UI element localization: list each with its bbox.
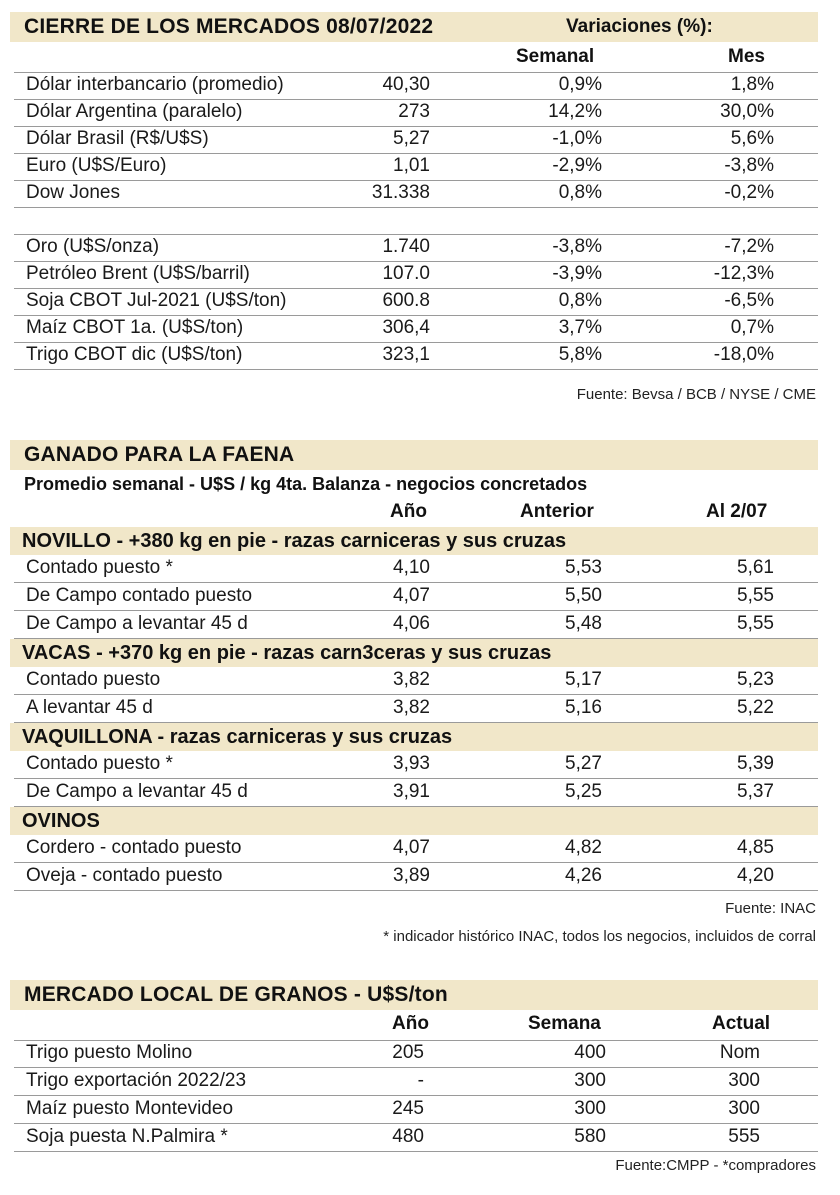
- row-value-current: 5,55: [737, 613, 774, 634]
- row-value-value: 1,01: [393, 155, 430, 176]
- row-label: Contado puesto *: [26, 753, 173, 774]
- table-row: [14, 611, 818, 639]
- table-row: [14, 72, 818, 100]
- row-value-weekly: 0,8%: [558, 290, 602, 311]
- cattle-group-header: [10, 807, 818, 835]
- row-value-current: 5,61: [737, 557, 774, 578]
- grains-title: MERCADO LOCAL DE GRANOS - U$S/ton: [24, 983, 448, 1006]
- row-value-year: 4,07: [393, 837, 430, 858]
- table-row: [14, 315, 818, 343]
- col-weekly-header: Semanal: [516, 46, 595, 67]
- row-value-value: 5,27: [393, 128, 430, 149]
- cattle-col-current: Al 2/07: [706, 501, 768, 522]
- row-value-week: 400: [574, 1042, 606, 1063]
- row-label: Trigo CBOT dic (U$S/ton): [26, 344, 243, 365]
- table-row: [14, 583, 818, 611]
- row-value-year: 3,91: [393, 781, 430, 802]
- cattle-group-name: VAQUILLONA - razas carniceras y sus cruzas: [22, 726, 453, 748]
- row-value-value: 107.0: [382, 263, 430, 284]
- grains-source: Fuente:CMPP - *compradores: [615, 1157, 816, 1174]
- cattle-subtitle: Promedio semanal - U$S / kg 4ta. Balanza - negocios concretados: [24, 474, 588, 494]
- row-label: Dow Jones: [26, 182, 120, 203]
- variations-label: Variaciones (%):: [566, 16, 713, 37]
- row-value-weekly: 3,7%: [558, 317, 602, 338]
- row-value-month: -18,0%: [713, 344, 774, 365]
- row-value-current: 300: [728, 1098, 760, 1119]
- row-value-week: 300: [574, 1098, 606, 1119]
- row-value-month: 30,0%: [720, 101, 774, 122]
- table-row: [14, 234, 818, 262]
- table-row: [14, 126, 818, 154]
- row-value-weekly: 5,8%: [558, 344, 602, 365]
- table-row: [14, 835, 818, 863]
- row-value-month: -0,2%: [724, 182, 774, 203]
- cattle-source: Fuente: INAC: [725, 900, 816, 917]
- row-label: Soja puesta N.Palmira *: [26, 1126, 228, 1147]
- row-value-current: 5,39: [737, 753, 774, 774]
- row-value-value: 273: [398, 101, 430, 122]
- row-label: Oveja - contado puesto: [26, 865, 223, 886]
- row-label: Maíz CBOT 1a. (U$S/ton): [26, 317, 244, 338]
- row-value-weekly: 14,2%: [548, 101, 602, 122]
- table-row: [14, 695, 818, 723]
- row-value-month: 5,6%: [730, 128, 774, 149]
- row-value-weekly: -3,9%: [552, 263, 602, 284]
- cattle-col-prev: Anterior: [520, 501, 594, 522]
- table-row: [14, 180, 818, 208]
- row-label: Petróleo Brent (U$S/barril): [26, 263, 250, 284]
- row-value-prev: 5,16: [565, 697, 602, 718]
- row-value-prev: 5,50: [565, 585, 602, 606]
- cattle-group-header: [10, 723, 818, 751]
- row-label: Maíz puesto Montevideo: [26, 1098, 234, 1119]
- row-value-year: 3,82: [393, 697, 430, 718]
- row-value-current: 300: [728, 1070, 760, 1091]
- row-label: Trigo puesto Molino: [26, 1042, 193, 1063]
- table-row: [14, 667, 818, 695]
- table-row: [14, 153, 818, 181]
- table-row: [14, 342, 818, 370]
- row-value-year: 4,06: [393, 613, 430, 634]
- row-value-year: 3,89: [393, 865, 430, 886]
- row-label: Soja CBOT Jul-2021 (U$S/ton): [26, 290, 287, 311]
- row-label: Cordero - contado puesto: [26, 837, 242, 858]
- row-label: Oro (U$S/onza): [26, 236, 160, 257]
- table-row: [14, 288, 818, 316]
- grains-col-current: Actual: [712, 1013, 771, 1034]
- row-value-value: 31.338: [371, 182, 430, 203]
- row-value-value: 40,30: [382, 74, 430, 95]
- row-value-value: 323,1: [382, 344, 430, 365]
- row-value-prev: 5,48: [565, 613, 602, 634]
- row-value-prev: 5,27: [565, 753, 602, 774]
- row-value-month: 0,7%: [730, 317, 774, 338]
- row-value-year: 3,93: [393, 753, 430, 774]
- row-value-year: 3,82: [393, 669, 430, 690]
- row-value-weekly: 0,8%: [558, 182, 602, 203]
- table-row: [14, 1124, 818, 1152]
- row-label: Dólar Argentina (paralelo): [26, 101, 243, 122]
- row-value-year: 480: [392, 1126, 424, 1147]
- table-row: [14, 779, 818, 807]
- row-value-year: 4,10: [393, 557, 430, 578]
- row-value-month: 1,8%: [730, 74, 774, 95]
- table-row: [14, 1068, 818, 1096]
- cattle-footnote: * indicador histórico INAC, todos los negocios, incluidos de corral: [383, 928, 816, 945]
- row-label: A levantar 45 d: [26, 697, 153, 718]
- table-row: [14, 1096, 818, 1124]
- table-row: [14, 751, 818, 779]
- row-value-month: -6,5%: [724, 290, 774, 311]
- row-label: De Campo a levantar 45 d: [26, 781, 248, 802]
- row-value-value: 306,4: [382, 317, 430, 338]
- row-value-month: -7,2%: [724, 236, 774, 257]
- row-value-year: -: [417, 1070, 424, 1091]
- row-value-weekly: -2,9%: [552, 155, 602, 176]
- row-label: Dólar interbancario (promedio): [26, 74, 284, 95]
- cattle-group-name: NOVILLO - +380 kg en pie - razas carniceras y sus cruzas: [22, 530, 567, 552]
- col-month-header: Mes: [728, 46, 765, 67]
- row-label: Dólar Brasil (R$/U$S): [26, 128, 209, 149]
- cattle-col-year: Año: [390, 501, 427, 522]
- grains-col-year: Año: [392, 1013, 429, 1034]
- row-value-current: Nom: [719, 1042, 760, 1063]
- row-value-current: 5,37: [737, 781, 774, 802]
- row-value-value: 1.740: [382, 236, 430, 257]
- row-label: De Campo contado puesto: [26, 585, 253, 606]
- row-value-prev: 4,82: [565, 837, 602, 858]
- row-value-value: 600.8: [382, 290, 430, 311]
- cattle-group-header: [10, 527, 818, 555]
- cattle-title: GANADO PARA LA FAENA: [24, 443, 295, 466]
- row-value-month: -12,3%: [713, 263, 774, 284]
- cattle-group-name: VACAS - +370 kg en pie - razas carn3ceras y sus cruzas: [22, 642, 552, 664]
- row-label: Contado puesto: [26, 669, 161, 690]
- row-value-year: 205: [392, 1042, 424, 1063]
- row-value-weekly: -1,0%: [552, 128, 602, 149]
- row-value-prev: 5,17: [565, 669, 602, 690]
- spacer-row: [14, 207, 818, 235]
- row-value-prev: 5,25: [565, 781, 602, 802]
- row-value-weekly: 0,9%: [558, 74, 602, 95]
- markets-source: Fuente: Bevsa / BCB / NYSE / CME: [576, 386, 816, 403]
- row-value-year: 4,07: [393, 585, 430, 606]
- table-row: [14, 261, 818, 289]
- markets-title: CIERRE DE LOS MERCADOS 08/07/2022: [24, 15, 434, 38]
- row-value-current: 5,22: [737, 697, 774, 718]
- table-row: [14, 99, 818, 127]
- row-value-week: 300: [574, 1070, 606, 1091]
- table-row: [14, 555, 818, 583]
- grains-col-week: Semana: [528, 1013, 601, 1034]
- cattle-group-name: OVINOS: [22, 810, 100, 832]
- row-label: Trigo exportación 2022/23: [26, 1070, 247, 1091]
- row-value-week: 580: [574, 1126, 606, 1147]
- table-row: [14, 863, 818, 891]
- cattle-group-header: [10, 639, 818, 667]
- row-value-year: 245: [392, 1098, 424, 1119]
- row-value-weekly: -3,8%: [552, 236, 602, 257]
- row-label: Contado puesto *: [26, 557, 173, 578]
- row-label: Euro (U$S/Euro): [26, 155, 167, 176]
- row-value-current: 5,23: [737, 669, 774, 690]
- row-value-prev: 4,26: [565, 865, 602, 886]
- row-value-current: 4,85: [737, 837, 774, 858]
- table-row: [14, 1040, 818, 1068]
- row-value-current: 555: [728, 1126, 760, 1147]
- row-label: De Campo a levantar 45 d: [26, 613, 248, 634]
- row-value-current: 4,20: [737, 865, 774, 886]
- row-value-prev: 5,53: [565, 557, 602, 578]
- row-value-current: 5,55: [737, 585, 774, 606]
- row-value-month: -3,8%: [724, 155, 774, 176]
